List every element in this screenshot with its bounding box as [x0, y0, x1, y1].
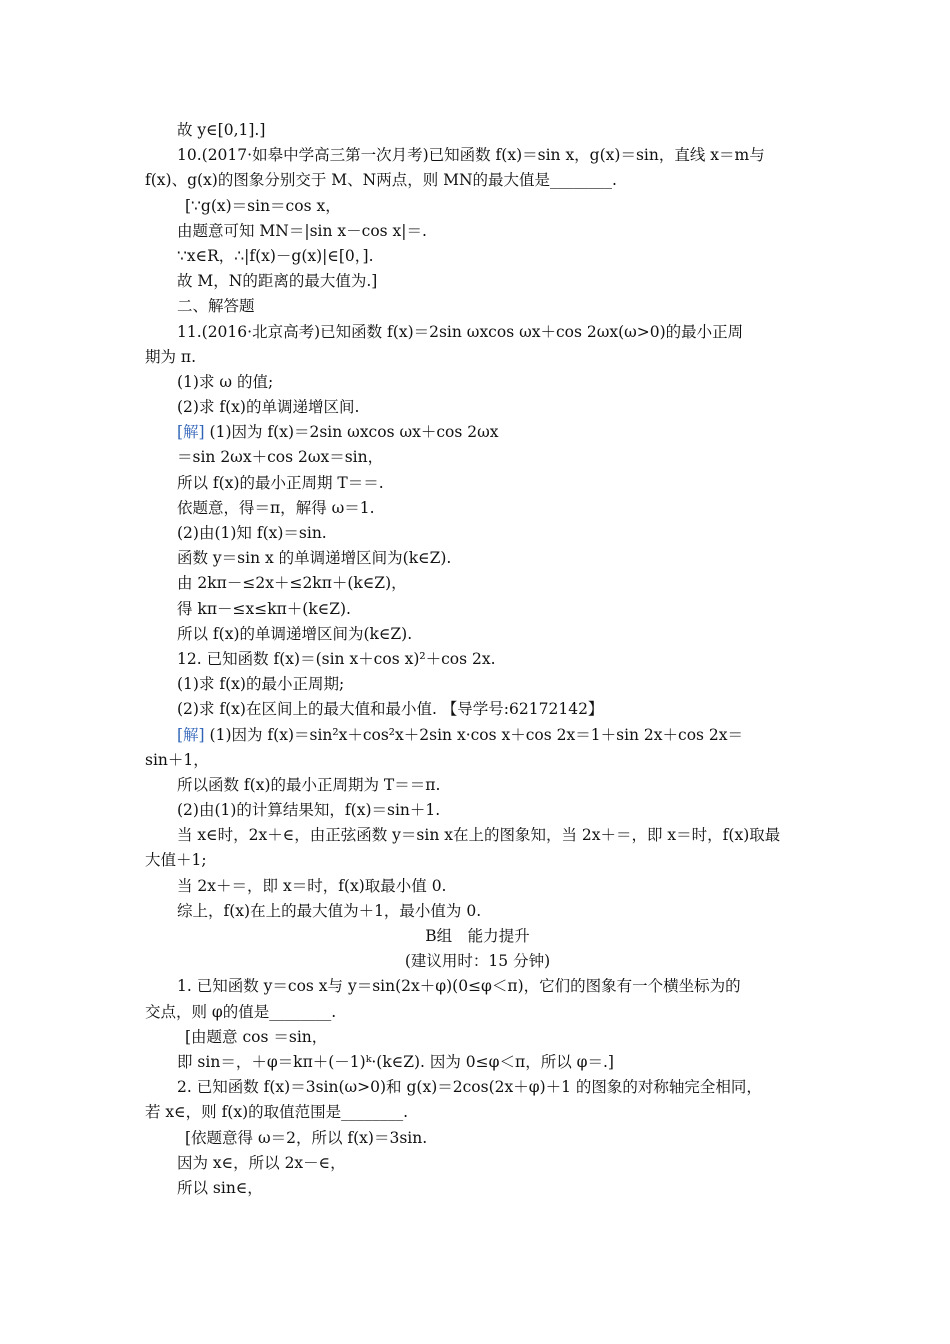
answer-line: 故 M，N的距离的最大值为.]	[177, 272, 378, 291]
answer-line: 即 sin＝，＋φ＝kπ＋(－1)ᵏ·(k∈Z). 因为 0≤φ＜π，所以 φ＝.]	[177, 1052, 614, 1071]
solution-line	[145, 420, 810, 445]
question-b1-stem-cont: 交点，则 φ的值是________.	[145, 1002, 337, 1021]
solution-tag: [解]	[177, 725, 205, 744]
answer-line: 所以 sin∈，	[177, 1178, 263, 1197]
solution-line: (2)由(1)知 f(x)＝sin.	[177, 524, 327, 542]
solution-line-cont: 大值＋1;	[145, 851, 207, 870]
solution-line: 当 2x＋＝，即 x＝时，f(x)取最小值 0.	[177, 876, 447, 895]
solution-line: 得 kπ－≤x≤kπ＋(k∈Z).	[177, 599, 351, 618]
question-b2-stem: 2. 已知函数 f(x)＝3sin(ω>0)和 g(x)＝2cos(2x＋φ)＋1 的图象的对称轴完全相同，	[177, 1078, 762, 1097]
solution-line: 依题意，得＝π，解得 ω＝1.	[177, 498, 375, 517]
answer-line: 由题意可知 MN＝|sin x－cos x|＝.	[177, 221, 427, 240]
solution-line: 由 2kπ－≤2x＋≤2kπ＋(k∈Z)，	[177, 574, 407, 593]
group-heading: B组 能力提升	[425, 927, 530, 945]
solution-line: 函数 y＝sin x 的单调递增区间为(k∈Z).	[177, 549, 452, 568]
sub-question: (1)求 ω 的值;	[177, 372, 274, 391]
question-10-stem-cont: f(x)、g(x)的图象分别交于 M、N两点，则 MN的最大值是________.	[145, 171, 617, 190]
answer-line: [由题意 cos ＝sin，	[185, 1027, 328, 1046]
solution-line: ＝sin 2ωx＋cos 2ωx＝sin，	[177, 448, 384, 467]
solution-line: 所以 f(x)的单调递增区间为(k∈Z).	[177, 624, 413, 643]
question-11-stem-cont: 期为 π.	[145, 347, 197, 366]
solution-line: (2)由(1)的计算结果知，f(x)＝sin＋1.	[177, 801, 441, 820]
solution-line: 所以函数 f(x)的最小正周期为 T＝＝π.	[177, 775, 441, 794]
solution-line-cont: sin＋1，	[145, 750, 209, 769]
sub-question: (2)求 f(x)的单调递增区间.	[177, 398, 360, 417]
question-11-stem: 11.(2016·北京高考)已知函数 f(x)＝2sin ωxcos ωx＋cos 2ωx(ω>0)的最小正周	[177, 322, 744, 341]
solution-text: (1)因为 f(x)＝2sin ωxcos ωx＋cos 2ωx	[204, 423, 499, 442]
solution-tag: [解]	[177, 423, 205, 442]
sub-question: (2)求 f(x)在区间上的最大值和最小值. 【导学号:62172142】	[177, 700, 604, 719]
solution-line: 当 x∈时，2x＋∈，由正弦函数 y＝sin x在上的图象知，当 2x＋＝，即 x＝时，f(x)取最	[177, 826, 781, 845]
question-b2-stem-cont: 若 x∈，则 f(x)的取值范围是________.	[145, 1103, 409, 1122]
time-suggestion: (建议用时：15 分钟)	[404, 952, 551, 971]
question-10-stem: 10.(2017·如皋中学高三第一次月考)已知函数 f(x)＝sin x，g(x)＝sin，直线 x＝m与	[177, 146, 765, 165]
answer-line: [依题意得 ω＝2，所以 f(x)＝3sin.	[185, 1128, 428, 1147]
section-heading: 二、解答题	[177, 297, 255, 316]
solution-line: 综上，f(x)在上的最大值为＋1，最小值为 0.	[177, 901, 482, 920]
question-12-stem: 12. 已知函数 f(x)＝(sin x＋cos x)²＋cos 2x.	[177, 649, 496, 668]
answer-line: [∵g(x)＝sin＝cos x，	[185, 196, 341, 215]
question-b1-stem: 1. 已知函数 y＝cos x与 y＝sin(2x＋φ)(0≤φ＜π)，它们的图象有一个横坐标为的	[177, 977, 741, 996]
answer-line: 因为 x∈，所以 2x－∈，	[177, 1153, 346, 1172]
sub-question: (1)求 f(x)的最小正周期;	[177, 675, 345, 694]
text-line: 故 y∈[0,1].]	[177, 121, 266, 139]
answer-line: ∵x∈R，∴|f(x)－g(x)|∈[0，].	[177, 246, 374, 265]
solution-line: 所以 f(x)的最小正周期 T＝＝.	[177, 473, 384, 492]
document-page	[145, 118, 810, 1201]
solution-line	[145, 723, 810, 748]
solution-text: (1)因为 f(x)＝sin²x＋cos²x＋2sin x·cos x＋cos 2x＝1＋sin 2x＋cos 2x＝	[204, 725, 744, 744]
